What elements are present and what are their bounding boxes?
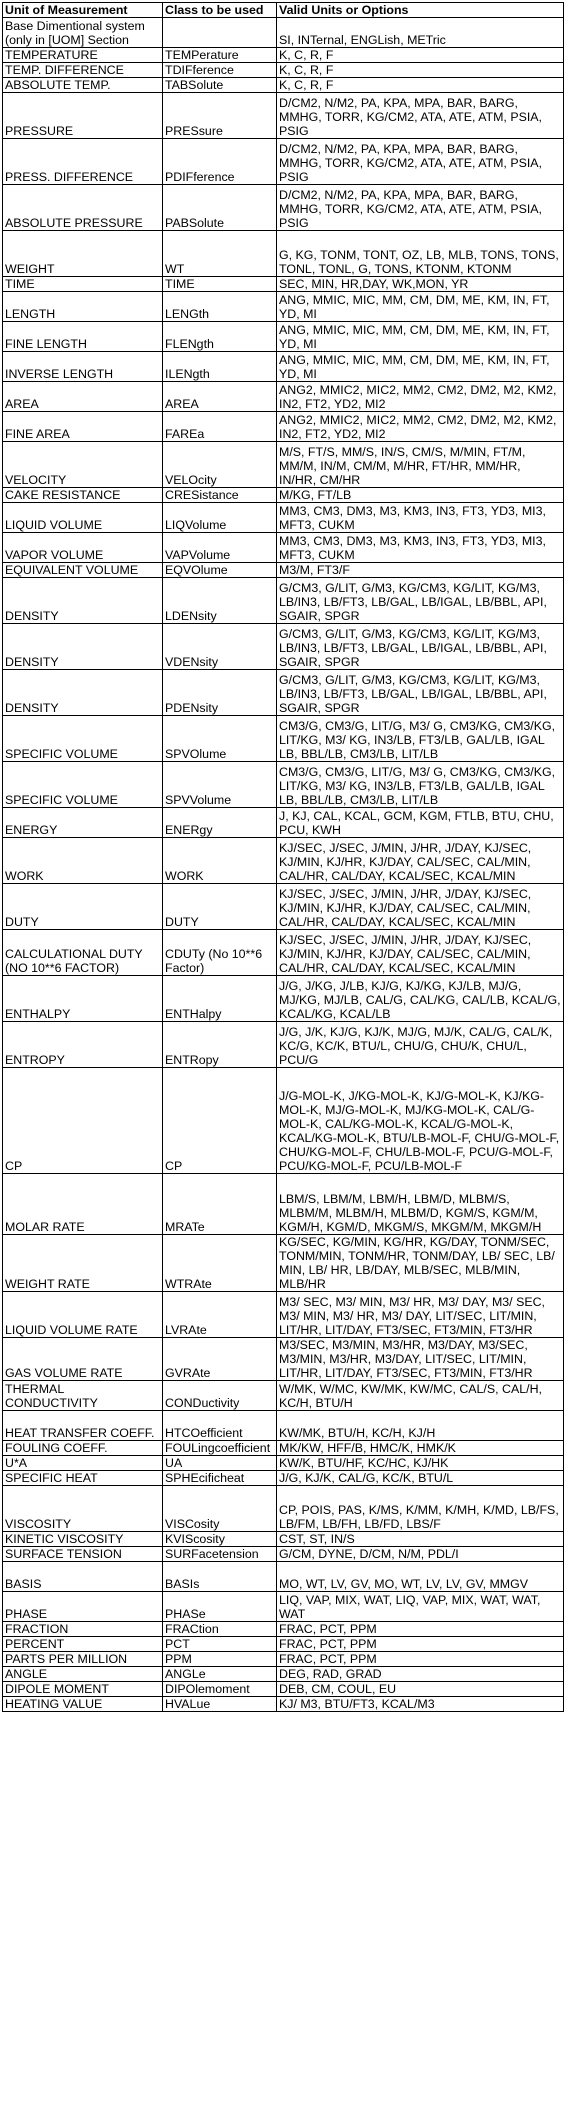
table-row [3, 716, 564, 762]
class-cell: SPHEcificheat [163, 1471, 277, 1486]
unit-cell: WORK [3, 838, 163, 884]
table-row [3, 1592, 564, 1622]
table-row [3, 18, 564, 48]
table-row [3, 185, 564, 231]
table-row [3, 93, 564, 139]
unit-cell: ABSOLUTE TEMP. [3, 78, 163, 93]
unit-cell: LIQUID VOLUME RATE [3, 1292, 163, 1338]
unit-cell: HEATING VALUE [3, 1697, 163, 1712]
options-cell: KJ/SEC, J/SEC, J/MIN, J/HR, J/DAY, KJ/SEC, KJ/MIN, KJ/HR, KJ/DAY, CAL/SEC, CAL/MIN, CAL/HR, CAL/DAY, KCAL/SEC, KCAL/MIN [277, 884, 564, 930]
class-cell: LDENsity [163, 578, 277, 624]
table-row [3, 1381, 564, 1411]
options-cell: W/MK, W/MC, KW/MK, KW/MC, CAL/S, CAL/H, KC/H, BTU/H [277, 1381, 564, 1411]
options-cell: ANG, MMIC, MIC, MM, CM, DM, ME, KM, IN, FT, YD, MI [277, 322, 564, 352]
table-row [3, 563, 564, 578]
unit-cell: VAPOR VOLUME [3, 533, 163, 563]
options-cell: MM3, CM3, DM3, M3, KM3, IN3, FT3, YD3, MI3, MFT3, CUKM [277, 503, 564, 533]
table-row [3, 503, 564, 533]
unit-cell: MOLAR RATE [3, 1174, 163, 1235]
unit-cell: ANGLE [3, 1667, 163, 1682]
class-cell: FLENgth [163, 322, 277, 352]
options-cell: J/G, J/KG, J/LB, KJ/G, KJ/KG, KJ/LB, MJ/G, MJ/KG, MJ/LB, CAL/G, CAL/KG, CAL/LB, KCAL/G, KCAL/KG, KCAL/LB [277, 976, 564, 1022]
unit-cell: VELOCITY [3, 442, 163, 488]
class-cell: FRACtion [163, 1622, 277, 1637]
options-cell: J/G, J/K, KJ/G, KJ/K, MJ/G, MJ/K, CAL/G, CAL/K, KC/G, KC/K, BTU/L, CHU/G, CHU/K, CHU/L, PCU/G [277, 1022, 564, 1068]
unit-cell: PRESSURE [3, 93, 163, 139]
table-row [3, 352, 564, 382]
unit-cell: KINETIC VISCOSITY [3, 1532, 163, 1547]
table-row [3, 1338, 564, 1381]
class-cell: SURFacetension [163, 1547, 277, 1562]
class-cell: WT [163, 231, 277, 277]
class-cell: WORK [163, 838, 277, 884]
unit-cell: FOULING COEFF. [3, 1441, 163, 1456]
class-cell: CONDuctivity [163, 1381, 277, 1411]
unit-cell: PRESS. DIFFERENCE [3, 139, 163, 185]
options-cell: ANG2, MMIC2, MIC2, MM2, CM2, DM2, M2, KM2, IN2, FT2, YD2, MI2 [277, 412, 564, 442]
table-row [3, 1547, 564, 1562]
class-cell: FOULingcoefficient [163, 1441, 277, 1456]
table-row [3, 1456, 564, 1471]
options-cell: G, KG, TONM, TONT, OZ, LB, MLB, TONS, TONS, TONL, TONL, G, TONS, KTONM, KTONM [277, 231, 564, 277]
class-cell: PABSolute [163, 185, 277, 231]
unit-cell: DENSITY [3, 624, 163, 670]
class-cell: PHASe [163, 1592, 277, 1622]
options-cell: K, C, R, F [277, 78, 564, 93]
table-row [3, 48, 564, 63]
options-cell: CM3/G, CM3/G, LIT/G, M3/ G, CM3/KG, CM3/KG, LIT/KG, M3/ KG, IN3/LB, FT3/LB, GAL/LB, IGAL LB, BBL/LB, CM3/LB, LIT/LB [277, 762, 564, 808]
header-unit: Unit of Measurement [3, 3, 163, 18]
table-row [3, 488, 564, 503]
class-cell: PRESsure [163, 93, 277, 139]
options-cell: SI, INTernal, ENGLish, METric [277, 18, 564, 48]
unit-cell: ENTROPY [3, 1022, 163, 1068]
table-row [3, 1667, 564, 1682]
table-row [3, 1441, 564, 1456]
options-cell: DEG, RAD, GRAD [277, 1667, 564, 1682]
class-cell: ENTHalpy [163, 976, 277, 1022]
unit-cell: VISCOSITY [3, 1486, 163, 1532]
table-row [3, 884, 564, 930]
table-row [3, 1637, 564, 1652]
unit-cell: AREA [3, 382, 163, 412]
class-cell: VAPVolume [163, 533, 277, 563]
table-row [3, 838, 564, 884]
options-cell: J/G-MOL-K, J/KG-MOL-K, KJ/G-MOL-K, KJ/KG-MOL-K, MJ/G-MOL-K, MJ/KG-MOL-K, CAL/G-MOL-K, CAL/KG-MOL-K, KCAL/G-MOL-K, KCAL/KG-MOL-K, BTU/LB-MOL-F, CHU/G-MOL-F, CHU/KG-MOL-F, CHU/LB-MOL-F, PCU/G-MOL-F, PCU/KG-MOL-F, PCU/LB-MOL-F [277, 1068, 564, 1174]
class-cell: PCT [163, 1637, 277, 1652]
unit-cell: CAKE RESISTANCE [3, 488, 163, 503]
options-cell: M3/SEC, M3/MIN, M3/HR, M3/DAY, M3/SEC, M3/MIN, M3/HR, M3/DAY, LIT/SEC, LIT/MIN, LIT/HR, LIT/DAY, FT3/SEC, FT3/MIN, FT3/HR [277, 1338, 564, 1381]
class-cell: CP [163, 1068, 277, 1174]
options-cell: J/G, KJ/K, CAL/G, KC/K, BTU/L [277, 1471, 564, 1486]
class-cell: SPVVolume [163, 762, 277, 808]
options-cell: M3/M, FT3/F [277, 563, 564, 578]
table-row [3, 1068, 564, 1174]
options-cell: G/CM3, G/LIT, G/M3, KG/CM3, KG/LIT, KG/M3, LB/IN3, LB/FT3, LB/GAL, LB/IGAL, LB/BBL, API, SGAIR, SPGR [277, 670, 564, 716]
unit-cell: PHASE [3, 1592, 163, 1622]
class-cell: FAREa [163, 412, 277, 442]
table-row [3, 624, 564, 670]
table-row [3, 292, 564, 322]
class-cell: LIQVolume [163, 503, 277, 533]
unit-cell: ENTHALPY [3, 976, 163, 1022]
table-row [3, 412, 564, 442]
options-cell: LIQ, VAP, MIX, WAT, LIQ, VAP, MIX, WAT, WAT, WAT [277, 1592, 564, 1622]
table-row [3, 1622, 564, 1637]
table-row [3, 670, 564, 716]
class-cell: ENTRopy [163, 1022, 277, 1068]
table-row [3, 78, 564, 93]
table-row [3, 762, 564, 808]
class-cell: HVALue [163, 1697, 277, 1712]
options-cell: ANG, MMIC, MIC, MM, CM, DM, ME, KM, IN, FT, YD, MI [277, 292, 564, 322]
unit-cell: SPECIFIC VOLUME [3, 716, 163, 762]
options-cell: D/CM2, N/M2, PA, KPA, MPA, BAR, BARG, MMHG, TORR, KG/CM2, ATA, ATE, ATM, PSIA, PSIG [277, 93, 564, 139]
options-cell: CP, POIS, PAS, K/MS, K/MM, K/MH, K/MD, LB/FS, LB/FM, LB/FH, LB/FD, LBS/F [277, 1486, 564, 1532]
options-cell: G/CM3, G/LIT, G/M3, KG/CM3, KG/LIT, KG/M3, LB/IN3, LB/FT3, LB/GAL, LB/IGAL, LB/BBL, API, SGAIR, SPGR [277, 624, 564, 670]
options-cell: KW/K, BTU/HF, KC/HC, KJ/HK [277, 1456, 564, 1471]
unit-cell: ABSOLUTE PRESSURE [3, 185, 163, 231]
class-cell: KVIScosity [163, 1532, 277, 1547]
options-cell: DEB, CM, COUL, EU [277, 1682, 564, 1697]
options-cell: G/CM3, G/LIT, G/M3, KG/CM3, KG/LIT, KG/M3, LB/IN3, LB/FT3, LB/GAL, LB/IGAL, LB/BBL, API, SGAIR, SPGR [277, 578, 564, 624]
table-row [3, 930, 564, 976]
options-cell: M/KG, FT/LB [277, 488, 564, 503]
table-row [3, 1471, 564, 1486]
options-cell: FRAC, PCT, PPM [277, 1637, 564, 1652]
table-row [3, 322, 564, 352]
unit-cell: FRACTION [3, 1622, 163, 1637]
table-row [3, 139, 564, 185]
unit-cell: FINE AREA [3, 412, 163, 442]
table-row [3, 1562, 564, 1592]
options-cell: KJ/SEC, J/SEC, J/MIN, J/HR, J/DAY, KJ/SEC, KJ/MIN, KJ/HR, KJ/DAY, CAL/SEC, CAL/MIN, CAL/HR, CAL/DAY, KCAL/SEC, KCAL/MIN [277, 930, 564, 976]
options-cell: CM3/G, CM3/G, LIT/G, M3/ G, CM3/KG, CM3/KG, LIT/KG, M3/ KG, IN3/LB, FT3/LB, GAL/LB, IGAL LB, BBL/LB, CM3/LB, LIT/LB [277, 716, 564, 762]
class-cell: VDENsity [163, 624, 277, 670]
unit-cell: SPECIFIC HEAT [3, 1471, 163, 1486]
options-cell: D/CM2, N/M2, PA, KPA, MPA, BAR, BARG, MMHG, TORR, KG/CM2, ATA, ATE, ATM, PSIA, PSIG [277, 139, 564, 185]
unit-cell: BASIS [3, 1562, 163, 1592]
table-row [3, 63, 564, 78]
unit-cell: TEMPERATURE [3, 48, 163, 63]
header-class: Class to be used [163, 3, 277, 18]
unit-cell: SURFACE TENSION [3, 1547, 163, 1562]
header-row [3, 3, 564, 18]
unit-cell: CP [3, 1068, 163, 1174]
units-table [2, 2, 564, 1712]
unit-cell: DENSITY [3, 670, 163, 716]
class-cell: UA [163, 1456, 277, 1471]
options-cell: J, KJ, CAL, KCAL, GCM, KGM, FTLB, BTU, CHU, PCU, KWH [277, 808, 564, 838]
table-row [3, 231, 564, 277]
options-cell: MK/KW, HFF/B, HMC/K, HMK/K [277, 1441, 564, 1456]
table-row [3, 976, 564, 1022]
class-cell: PDIFference [163, 139, 277, 185]
unit-cell: Base Dimentional system (only in [UOM] Section [3, 18, 163, 48]
table-row [3, 1697, 564, 1712]
table-row [3, 442, 564, 488]
options-cell: ANG2, MMIC2, MIC2, MM2, CM2, DM2, M2, KM2, IN2, FT2, YD2, MI2 [277, 382, 564, 412]
table-row [3, 808, 564, 838]
options-cell: KJ/SEC, J/SEC, J/MIN, J/HR, J/DAY, KJ/SEC, KJ/MIN, KJ/HR, KJ/DAY, CAL/SEC, CAL/MIN, CAL/HR, CAL/DAY, KCAL/SEC, KCAL/MIN [277, 838, 564, 884]
class-cell: MRATe [163, 1174, 277, 1235]
class-cell: VISCosity [163, 1486, 277, 1532]
unit-cell: FINE LENGTH [3, 322, 163, 352]
class-cell: PDENsity [163, 670, 277, 716]
table-row [3, 578, 564, 624]
class-cell: SPVOlume [163, 716, 277, 762]
table-row [3, 1022, 564, 1068]
table-row [3, 1486, 564, 1532]
class-cell: DIPOlemoment [163, 1682, 277, 1697]
unit-cell: PERCENT [3, 1637, 163, 1652]
class-cell: BASIs [163, 1562, 277, 1592]
unit-cell: DENSITY [3, 578, 163, 624]
options-cell: CST, ST, IN/S [277, 1532, 564, 1547]
class-cell: LVRAte [163, 1292, 277, 1338]
options-cell: K, C, R, F [277, 63, 564, 78]
class-cell: AREA [163, 382, 277, 412]
class-cell: ANGLe [163, 1667, 277, 1682]
table-row [3, 1682, 564, 1697]
options-cell: MO, WT, LV, GV, MO, WT, LV, LV, GV, MMGV [277, 1562, 564, 1592]
class-cell: TEMPerature [163, 48, 277, 63]
options-cell: G/CM, DYNE, D/CM, N/M, PDL/I [277, 1547, 564, 1562]
options-cell: D/CM2, N/M2, PA, KPA, MPA, BAR, BARG, MMHG, TORR, KG/CM2, ATA, ATE, ATM, PSIA, PSIG [277, 185, 564, 231]
class-cell [163, 18, 277, 48]
options-cell: FRAC, PCT, PPM [277, 1652, 564, 1667]
unit-cell: TIME [3, 277, 163, 292]
unit-cell: DUTY [3, 884, 163, 930]
class-cell: HTCOefficient [163, 1411, 277, 1441]
options-cell: M3/ SEC, M3/ MIN, M3/ HR, M3/ DAY, M3/ SEC, M3/ MIN, M3/ HR, M3/ DAY, LIT/SEC, LIT/MIN, LIT/HR, LIT/DAY, FT3/SEC, FT3/MIN, FT3/HR [277, 1292, 564, 1338]
unit-cell: TEMP. DIFFERENCE [3, 63, 163, 78]
options-cell: SEC, MIN, HR,DAY, WK,MON, YR [277, 277, 564, 292]
unit-cell: SPECIFIC VOLUME [3, 762, 163, 808]
header-options: Valid Units or Options [277, 3, 564, 18]
class-cell: DUTY [163, 884, 277, 930]
class-cell: WTRAte [163, 1235, 277, 1292]
unit-cell: GAS VOLUME RATE [3, 1338, 163, 1381]
class-cell: TIME [163, 277, 277, 292]
unit-cell: WEIGHT RATE [3, 1235, 163, 1292]
class-cell: GVRAte [163, 1338, 277, 1381]
table-row [3, 1292, 564, 1338]
unit-cell: U*A [3, 1456, 163, 1471]
table-row [3, 1652, 564, 1667]
options-cell: KG/SEC, KG/MIN, KG/HR, KG/DAY, TONM/SEC, TONM/MIN, TONM/HR, TONM/DAY, LB/ SEC, LB/ MIN, LB/ HR, LB/DAY, MLB/SEC, MLB/MIN, MLB/HR [277, 1235, 564, 1292]
options-cell: ANG, MMIC, MIC, MM, CM, DM, ME, KM, IN, FT, YD, MI [277, 352, 564, 382]
options-cell: K, C, R, F [277, 48, 564, 63]
options-cell: M/S, FT/S, MM/S, IN/S, CM/S, M/MIN, FT/M, MM/M, IN/M, CM/M, M/HR, FT/HR, MM/HR, IN/HR, CM/HR [277, 442, 564, 488]
class-cell: ILENgth [163, 352, 277, 382]
options-cell: LBM/S, LBM/M, LBM/H, LBM/D, MLBM/S, MLBM/M, MLBM/H, MLBM/D, KGM/S, KGM/M, KGM/H, KGM/D, MKGM/S, MKGM/M, MKGM/H [277, 1174, 564, 1235]
class-cell: CDUTy (No 10**6 Factor) [163, 930, 277, 976]
table-row [3, 1532, 564, 1547]
options-cell: MM3, CM3, DM3, M3, KM3, IN3, FT3, YD3, MI3, MFT3, CUKM [277, 533, 564, 563]
table-row [3, 1411, 564, 1441]
unit-cell: PARTS PER MILLION [3, 1652, 163, 1667]
unit-cell: DIPOLE MOMENT [3, 1682, 163, 1697]
class-cell: VELOcity [163, 442, 277, 488]
table-row [3, 533, 564, 563]
unit-cell: LENGTH [3, 292, 163, 322]
table-row [3, 382, 564, 412]
unit-cell: WEIGHT [3, 231, 163, 277]
class-cell: LENGth [163, 292, 277, 322]
unit-cell: EQUIVALENT VOLUME [3, 563, 163, 578]
table-row [3, 1174, 564, 1235]
class-cell: PPM [163, 1652, 277, 1667]
unit-cell: HEAT TRANSFER COEFF. [3, 1411, 163, 1441]
options-cell: KW/MK, BTU/H, KC/H, KJ/H [277, 1411, 564, 1441]
class-cell: ENERgy [163, 808, 277, 838]
options-cell: KJ/ M3, BTU/FT3, KCAL/M3 [277, 1697, 564, 1712]
table-row [3, 1235, 564, 1292]
options-cell: FRAC, PCT, PPM [277, 1622, 564, 1637]
unit-cell: CALCULATIONAL DUTY (NO 10**6 FACTOR) [3, 930, 163, 976]
unit-cell: ENERGY [3, 808, 163, 838]
unit-cell: INVERSE LENGTH [3, 352, 163, 382]
table-row [3, 277, 564, 292]
class-cell: TABSolute [163, 78, 277, 93]
unit-cell: THERMAL CONDUCTIVITY [3, 1381, 163, 1411]
unit-cell: LIQUID VOLUME [3, 503, 163, 533]
class-cell: TDIFference [163, 63, 277, 78]
class-cell: CRESistance [163, 488, 277, 503]
class-cell: EQVOlume [163, 563, 277, 578]
